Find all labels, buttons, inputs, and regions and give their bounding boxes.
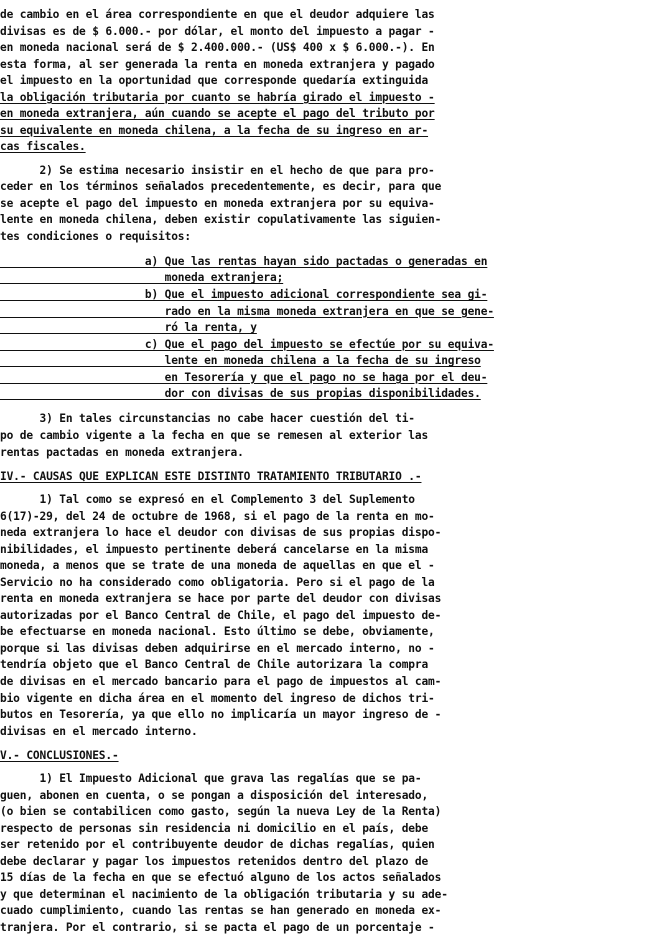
text-line: tranjera. Por el contrario, si se pacta el pago de un porcentaje - [0,921,435,934]
text-line: cuado cumplimiento, cuando las rentas se han generado en moneda ex- [0,904,442,918]
text-line-underlined: su equivalente en moneda chilena, a la fecha de su ingreso en ar- [0,123,429,137]
text-line: 15 días de la fecha en que se efectuó alguno de los actos señalados [0,871,442,885]
text-line: de cambio en el área correspondiente en que el deudor adquiere las [0,8,435,21]
list-item-b: b) Que el impuesto adicional correspondiente sea gi- [0,288,488,302]
list-item-c: c) Que el pago del impuesto se efectúe por su equiva- [0,337,494,351]
text-line: butos en Tesorería, ya que ello no implicaría un mayor ingreso de - [0,708,442,722]
text-line-underlined: cas fiscales. [0,140,86,154]
text-line: y que determinan el nacimiento de la obligación tributaria y su ade- [0,887,448,901]
text-line: el impuesto en la oportunidad que corresponde quedaría extinguida [0,74,429,88]
text-line: 1) Tal como se expresó en el Complemento 3 del Suplemento [0,493,415,507]
text-line: divisas en el mercado interno. [0,724,198,738]
text-line: bio vigente en dicha área en el momento del ingreso de dichos tri- [0,691,435,705]
section-heading-iv: IV.- CAUSAS QUE EXPLICAN ESTE DISTINTO TRATAMIENTO TRIBUTARIO .- [0,469,422,483]
text-line: neda extranjera lo hace el deudor con divisas de sus propias dispo- [0,526,442,540]
text-line: se acepte el pago del impuesto en moneda extranjera por su equiva- [0,196,435,210]
list-item-c-cont: dor con divisas de sus propias disponibilidades. [0,387,481,401]
list-item-a-cont: moneda extranjera; [0,271,284,285]
text-line: autorizadas por el Banco Central de Chile, el pago del impuesto de- [0,608,442,622]
text-line: Servicio no ha considerado como obligatoria. Pero si el pago de la [0,575,435,589]
text-line: lente en moneda chilena, deben existir copulativamente las siguien- [0,213,442,227]
text-line: tes condiciones o requisitos: [0,229,191,243]
text-line: porque si las divisas deben adquirirse en el mercado interno, no - [0,641,435,655]
list-item-c-cont: lente en moneda chilena a la fecha de su ingreso [0,354,481,368]
text-line: debe declarar y pagar los impuestos retenidos dentro del plazo de [0,854,429,868]
list-item-a: a) Que las rentas hayan sido pactadas o generadas en [0,254,488,268]
text-line: 3) En tales circunstancias no cabe hacer cuestión del ti- [0,412,415,426]
text-line: moneda, a menos que se trate de una moneda de aquellas en que el - [0,559,435,573]
text-line: ser retenido por el contribuyente deudor de dichas regalías, quien [0,838,435,852]
list-item-b-cont: ró la renta, y [0,321,257,335]
text-line: nibilidades, el impuesto pertinente deberá cancelarse en la misma [0,542,429,556]
text-line: renta en moneda extranjera se hace por parte del deudor con divisas [0,592,442,606]
text-line: tendría objeto que el Banco Central de Chile autorizara la compra [0,658,429,672]
list-item-c-cont: en Tesorería y que el pago no se haga por el deu- [0,370,488,384]
list-item-b-cont: rado en la misma moneda extranjera en que se gene- [0,304,494,318]
text-line: 1) El Impuesto Adicional que grava las regalías que se pa- [0,772,422,786]
text-line: po de cambio vigente a la fecha en que se remesen al exterior las [0,429,429,442]
text-line: 2) Se estima necesario insistir en el hecho de que para pro- [0,163,435,177]
text-line: en moneda nacional será de $ 2.400.000.- (US$ 400 x $ 6.000.-). En [0,41,435,55]
text-line: guen, abonen en cuenta, o se pongan a disposición del interesado, [0,788,429,802]
section-heading-v: V.- CONCLUSIONES.- [0,748,119,762]
text-line: 6(17)-29, del 24 de octubre de 1968, si el pago de la renta en mo- [0,509,435,523]
text-line: divisas es de $ 6.000.- por dólar, el monto del impuesto a pagar - [0,24,435,38]
text-line: respecto de personas sin residencia ni domicilio en el país, debe [0,821,429,835]
text-line: be efectuarse en moneda nacional. Esto último se debe, obviamente, [0,625,435,639]
text-line-underlined: la obligación tributaria por cuanto se habría girado el impuesto - [0,90,435,104]
text-line: esta forma, al ser generada la renta en moneda extranjera y pagado [0,57,435,71]
text-line: de divisas en el mercado bancario para el pago de impuestos al cam- [0,675,442,688]
text-line: rentas pactadas en moneda extranjera. [0,445,244,459]
text-line: (o bien se contabilicen como gasto, según la nueva Ley de la Renta) [0,805,442,819]
text-line-underlined: en moneda extranjera, aún cuando se acepte el pago del tributo por [0,107,435,121]
text-line: ceder en los términos señalados precedentemente, es decir, para que [0,180,442,194]
